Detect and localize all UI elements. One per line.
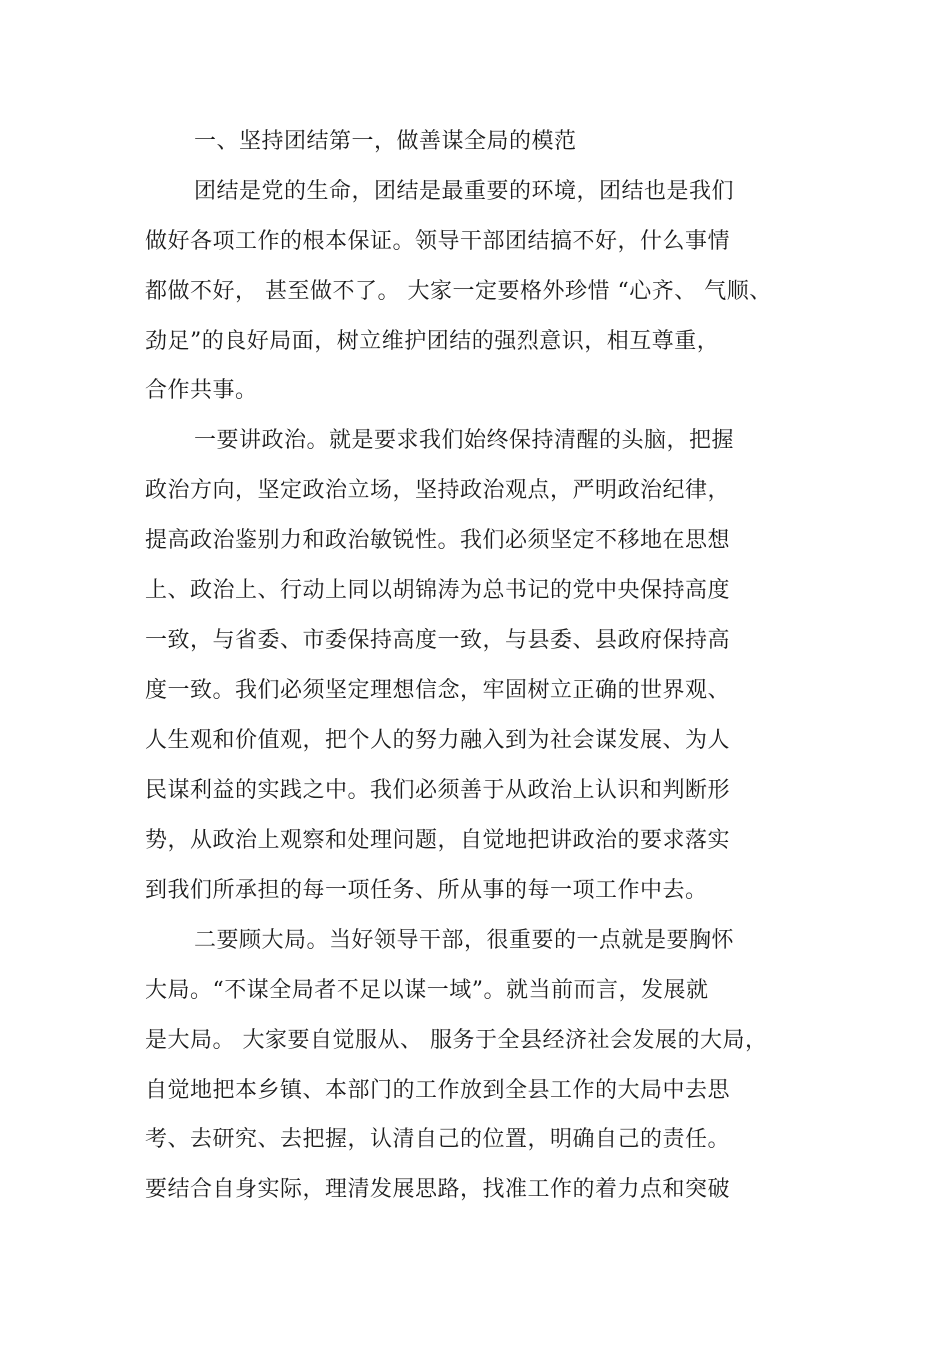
section-heading: 一、坚持团结第一，做善谋全局的模范	[194, 129, 577, 154]
paragraph-1-line-4: 劲足”的良好局面，树立维护团结的强烈意识，相互尊重，	[145, 329, 720, 354]
paragraph-3-line-2: 大局。“不谋全局者不足以谋一域”。就当前而言，发展就	[145, 978, 709, 1003]
paragraph-2-line-4: 上、政治上、行动上同以胡锦涛为总书记的党中央保持高度	[145, 578, 731, 603]
paragraph-3-line-4: 自觉地把本乡镇、本部门的工作放到全县工作的大局中去思	[145, 1078, 731, 1103]
paragraph-1-line-5: 合作共事。	[145, 378, 258, 403]
paragraph-2-line-5: 一致，与省委、市委保持高度一致，与县委、县政府保持高	[145, 628, 731, 653]
paragraph-2-line-3: 提高政治鉴别力和政治敏锐性。我们必须坚定不移地在思想	[145, 528, 731, 553]
paragraph-2-line-2: 政治方向，坚定政治立场，坚持政治观点，严明政治纪律，	[145, 478, 731, 503]
paragraph-2-line-8: 民谋利益的实践之中。我们必须善于从政治上认识和判断形	[145, 778, 731, 803]
paragraph-1-line-2: 做好各项工作的根本保证。领导干部团结搞不好，什么事情	[145, 229, 731, 254]
paragraph-1-line-3: 都做不好， 甚至做不了。 大家一定要格外珍惜 “心齐、 气顺、	[145, 279, 772, 304]
paragraph-2-line-9: 势，从政治上观察和处理问题，自觉地把讲政治的要求落实	[145, 828, 731, 853]
paragraph-3-line-3: 是大局。 大家要自觉服从、 服务于全县经济社会发展的大局，	[145, 1028, 768, 1053]
paragraph-2-line-1: 一要讲政治。就是要求我们始终保持清醒的头脑，把握	[194, 428, 735, 453]
paragraph-3-line-1: 二要顾大局。当好领导干部，很重要的一点就是要胸怀	[194, 928, 735, 953]
paragraph-2-line-6: 度一致。我们必须坚定理想信念，牢固树立正确的世界观、	[145, 678, 731, 703]
paragraph-3-line-5: 考、去研究、去把握，认清自己的位置，明确自己的责任。	[145, 1127, 731, 1152]
paragraph-2-line-7: 人生观和价值观，把个人的努力融入到为社会谋发展、为人	[145, 728, 731, 753]
paragraph-3-line-6: 要结合自身实际，理清发展思路，找准工作的着力点和突破	[145, 1177, 731, 1202]
paragraph-2-line-10: 到我们所承担的每一项任务、所从事的每一项工作中去。	[145, 878, 708, 903]
paragraph-1-line-1: 团结是党的生命，团结是最重要的环境，团结也是我们	[194, 179, 735, 204]
